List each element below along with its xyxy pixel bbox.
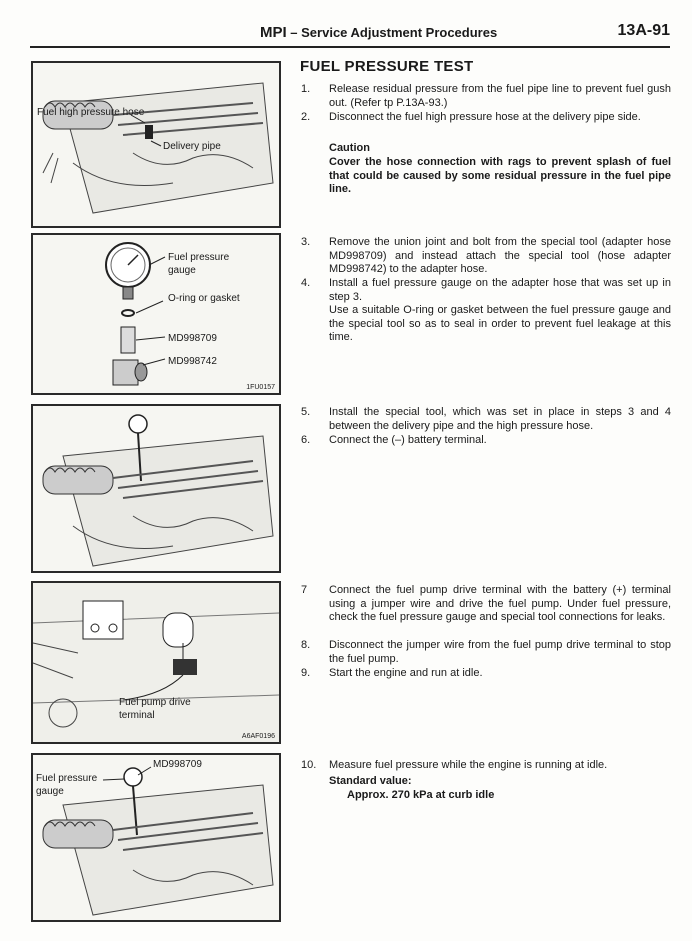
header-subtitle: Service Adjustment Procedures (301, 25, 498, 40)
label-fuel-pump-drive: Fuel pump drive (119, 697, 191, 708)
page-number: 13A-91 (617, 22, 670, 39)
step-text: Measure fuel pressure while the engine is running at idle. (329, 759, 608, 771)
label-delivery-pipe: Delivery pipe (163, 141, 221, 152)
step-number: 1. (301, 83, 311, 95)
engine-illustration-3 (33, 406, 279, 571)
figure-measure-pressure (31, 753, 281, 922)
standard-value-label: Standard value: (329, 775, 412, 787)
label-md998742: MD998742 (168, 356, 217, 367)
caution-text: Cover the hose connection with rags to prevent splash of fuel that could be caused by some residual pressure in the fuel pipe line. (329, 156, 671, 195)
step-text: Disconnect the fuel high pressure hose at the delivery pipe side. (329, 111, 641, 123)
gauge-assembly-illustration (33, 235, 279, 393)
page-title: FUEL PRESSURE TEST (300, 58, 474, 75)
header-rule (30, 46, 670, 48)
step-number: 2. (301, 111, 311, 123)
label-md998709: MD998709 (153, 759, 202, 770)
step-number: 4. (301, 277, 311, 289)
step-number: 9. (301, 667, 311, 679)
step-number: 7 (301, 584, 308, 596)
figure-engine-hose (31, 61, 281, 228)
label-fuel-high-pressure-hose: Fuel high pressure hose (37, 107, 145, 118)
step-text: Release residual pressure from the fuel pipe line to prevent fuel gush out. (Refer tp P.13A-93.) (329, 83, 671, 109)
step-number: 8. (301, 639, 311, 651)
label-gauge: gauge (36, 786, 64, 797)
figure-engine-gauge-installed (31, 404, 281, 573)
standard-value: Approx. 270 kPa at curb idle (347, 789, 495, 801)
caution-heading: Caution (329, 142, 370, 154)
step-text: Install the special tool, which was set in place in steps 3 and 4 between the delivery pipe and the high pressure hose. (329, 406, 671, 432)
header-dash: – (286, 25, 302, 40)
step-number: 10. (301, 759, 317, 771)
step-text: Connect the (–) battery terminal. (329, 434, 487, 446)
step-text: Disconnect the jumper wire from the fuel pump drive terminal to stop the fuel pump. (329, 639, 671, 665)
step-text: Start the engine and run at idle. (329, 667, 483, 679)
label-gauge: gauge (168, 265, 196, 276)
step-text: Remove the union joint and bolt from the special tool (adapter hose MD998709) and instead attach the special tool (hose adapter MD998742) to the adapter hose. (329, 236, 671, 275)
step-number: 5. (301, 406, 311, 418)
step-text: Connect the fuel pump drive terminal with the battery (+) terminal using a jumper wire and drive the fuel pump. Under fuel pressure, check the fuel pressure gauge and special tool connections for leaks. (329, 584, 671, 623)
step-number: 3. (301, 236, 311, 248)
label-md998709: MD998709 (168, 333, 217, 344)
fuel-pump-terminal-illustration (33, 583, 279, 742)
step-number: 6. (301, 434, 311, 446)
page-header (30, 22, 670, 44)
figure-code: 1FU0157 (246, 384, 275, 391)
label-fuel-pressure: Fuel pressure (168, 252, 230, 263)
figure-gauge-assembly (31, 233, 281, 395)
header-section (260, 24, 497, 41)
figure-code: A6AF0196 (241, 733, 275, 740)
engine-illustration-1 (33, 63, 279, 226)
step-text: Install a fuel pressure gauge on the adapter hose that was set up in step 3. (329, 277, 671, 303)
header-section-name: MPI (260, 24, 287, 41)
label-terminal: terminal (119, 710, 155, 721)
label-o-ring: O-ring or gasket (168, 293, 240, 304)
step-4-note: Use a suitable O-ring or gasket between the fuel pressure gauge and the special tool so as to seal in order to prevent fuel leakage at this time. (329, 304, 671, 343)
label-fuel-pressure: Fuel pressure (36, 773, 98, 784)
figure-fuel-pump-terminal (31, 581, 281, 744)
engine-illustration-5 (33, 755, 279, 920)
